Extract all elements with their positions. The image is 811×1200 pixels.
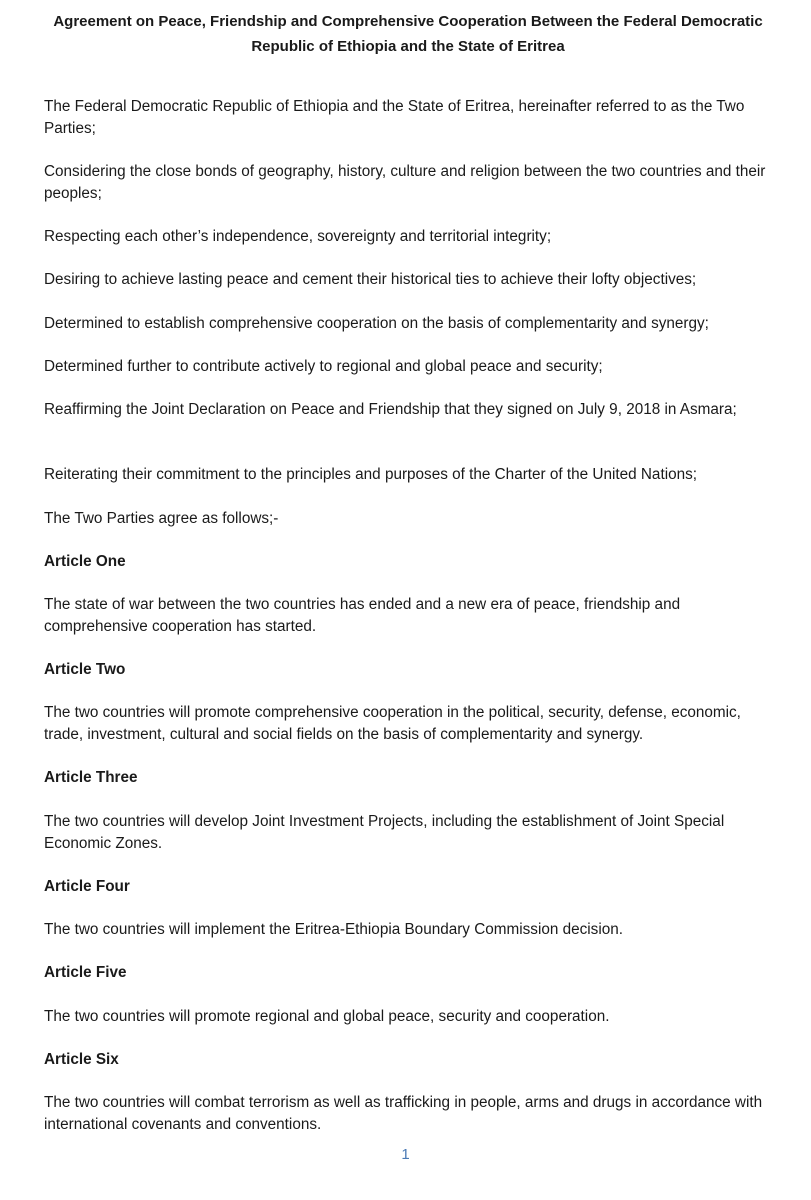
document-title: Agreement on Peace, Friendship and Comprehensive Cooperation Between the Federal Democratic Republic of Ethiopia and the State of Eritrea [53,13,763,55]
article-text: The two countries will combat terrorism as well as trafficking in people, arms and drugs in accordance with international covenants and conventions. [44,1094,763,1133]
preamble-paragraph: The Federal Democratic Republic of Ethiopia and the State of Eritrea, hereinafter referred to as the Two Parties; [44,98,745,137]
preamble-paragraph: Respecting each other’s independence, sovereignty and territorial integrity; [44,228,552,245]
preamble-paragraph: Determined further to contribute actively to regional and global peace and security; [44,358,603,375]
article-text: The two countries will promote comprehensive cooperation in the political, security, defense, economic, trade, investment, cultural and social fields on the basis of complementarity and synergy. [44,704,741,743]
article-heading: Article Two [44,661,126,678]
article-heading: Article Six [44,1051,119,1068]
preamble-paragraph: Reaffirming the Joint Declaration on Peace and Friendship that they signed on July 9, 2018 in Asmara; [44,401,737,418]
article-heading: Article Three [44,769,138,786]
preamble-paragraph: The Two Parties agree as follows;- [44,510,279,527]
preamble-paragraph: Determined to establish comprehensive cooperation on the basis of complementarity and synergy; [44,315,709,332]
article-text: The state of war between the two countries has ended and a new era of peace, friendship and comprehensive cooperation has started. [44,596,681,635]
article-text: The two countries will develop Joint Investment Projects, including the establishment of Joint Special Economic Zones. [44,813,725,852]
preamble-paragraph: Reiterating their commitment to the principles and purposes of the Charter of the United Nations; [44,466,698,483]
preamble-paragraph: Desiring to achieve lasting peace and cement their historical ties to achieve their lofty objectives; [44,271,697,288]
page-number: 1 [401,1146,410,1163]
article-heading: Article Five [44,964,127,981]
article-text: The two countries will promote regional and global peace, security and cooperation. [44,1008,610,1025]
article-heading: Article One [44,553,126,570]
article-heading: Article Four [44,878,130,895]
article-text: The two countries will implement the Eritrea-Ethiopia Boundary Commission decision. [44,921,623,938]
preamble-paragraph: Considering the close bonds of geography, history, culture and religion between the two countries and their peoples; [44,163,766,202]
